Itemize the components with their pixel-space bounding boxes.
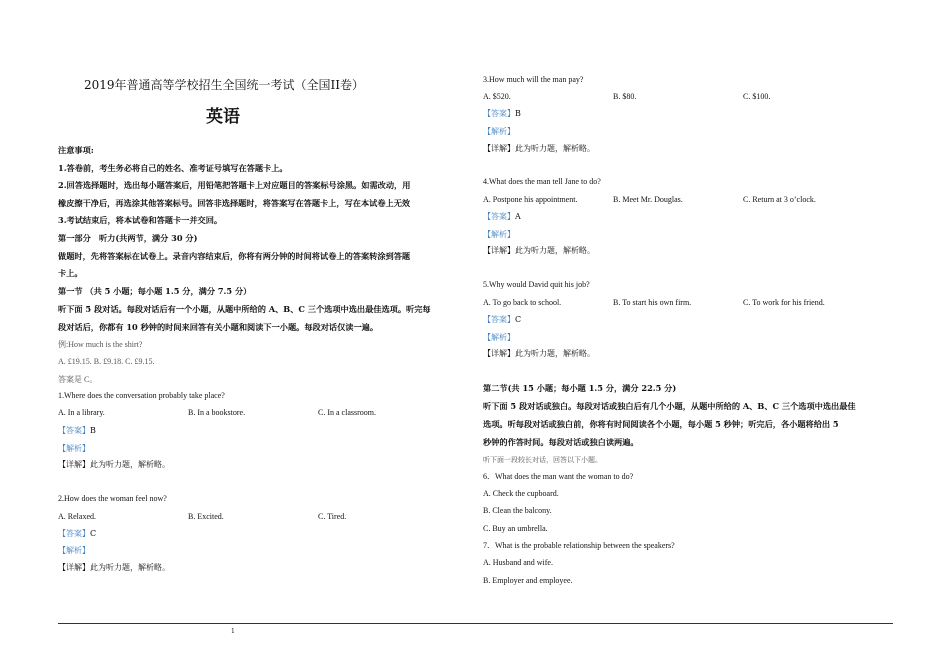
option-b: B. Excited. [188, 512, 224, 521]
detail-label: 【详解】 [58, 460, 90, 469]
notice-item: 3.考试结束后，将本试卷和答题卡一并交回。 [58, 215, 223, 225]
subject-title: 英语 [206, 107, 240, 127]
footer-divider [58, 623, 893, 624]
option-a: A. $520. [483, 92, 511, 101]
answer-line [483, 315, 521, 325]
section1-heading: 第一节 （共 5 小题；每小题 1.5 分，满分 7.5 分） [58, 286, 252, 296]
section2-heading: 第二节(共 15 小题；每小题 1.5 分，满分 22.5 分) [483, 383, 677, 393]
option-c: C. Tired. [318, 512, 347, 521]
part1-heading: 第一部分 听力(共两节，满分 30 分) [58, 233, 198, 243]
detail-line [483, 144, 595, 154]
question-1: 1.Where does the conversation probably take place? [58, 391, 225, 400]
option-c: C. In a classroom. [318, 408, 376, 417]
section1-instr: 听下面 5 段对话。每段对话后有一个小题，从题中所给的 A、B、C 三个选项中选出最佳选项。听完每 [58, 304, 431, 314]
option-a: A. Relaxed. [58, 512, 96, 521]
option-b: B. To start his own firm. [613, 298, 692, 307]
question-5: 5.Why would David quit his job? [483, 280, 590, 289]
option-b: B. Clean the balcony. [483, 506, 552, 515]
question-3: 3.How much will the man pay? [483, 75, 584, 84]
answer-value: B [515, 109, 521, 118]
answer-line [483, 212, 521, 222]
analysis-label: 【解析】 [483, 127, 515, 136]
section2-instr: 听下面 5 段对话或独白。每段对话或独白后有几个小题，从题中所给的 A、B、C 三个选项中选出最佳 [483, 401, 856, 411]
question-6: 6．What does the man want the woman to do? [483, 472, 634, 481]
answer-label: 【答案】 [58, 529, 90, 538]
answer-value: C [515, 315, 522, 324]
detail-text: 此为听力题，解析略。 [515, 349, 595, 358]
detail-label: 【详解】 [483, 246, 515, 255]
option-b: B. In a bookstore. [188, 408, 246, 417]
detail-text: 此为听力题，解析略。 [515, 144, 595, 153]
answer-label: 【答案】 [58, 426, 90, 435]
detail-label: 【详解】 [483, 144, 515, 153]
section2-instr: 秒钟的作答时间。每段对话或独白读两遍。 [483, 437, 639, 447]
option-a: A. Postpone his appointment. [483, 195, 578, 204]
answer-label: 【答案】 [483, 212, 515, 221]
question-7: 7．What is the probable relationship between the speakers? [483, 541, 675, 550]
option-a: A. In a library. [58, 408, 105, 417]
section2-sub: 听下面一段较长对话，回答以下小题。 [483, 456, 602, 464]
detail-label: 【详解】 [58, 563, 90, 572]
detail-line [483, 246, 595, 256]
notice-item: 1.答卷前，考生务必将自己的姓名、准考证号填写在答题卡上。 [58, 163, 288, 173]
example-question: 例:How much is the shirt? [58, 340, 143, 349]
detail-text: 此为听力题，解析略。 [515, 246, 595, 255]
detail-line [483, 349, 595, 359]
option-a: A. To go back to school. [483, 298, 562, 307]
question-4: 4.What does the man tell Jane to do? [483, 177, 601, 186]
answer-line [58, 529, 96, 539]
example-answer: 答案是 C。 [58, 375, 98, 384]
example-options: A. £19.15. B. £9.18. C. £9.15. [58, 357, 155, 366]
option-a: A. Check the cupboard. [483, 489, 559, 498]
answer-line [483, 109, 521, 119]
notice-heading: 注意事项: [58, 145, 94, 155]
option-c: C. To work for his friend. [743, 298, 825, 307]
option-c: C. $100. [743, 92, 771, 101]
detail-label: 【详解】 [483, 349, 515, 358]
answer-value: A [515, 212, 521, 221]
option-a: A. Husband and wife. [483, 558, 553, 567]
answer-label: 【答案】 [483, 315, 515, 324]
page-number: 1 [231, 628, 235, 635]
analysis-label: 【解析】 [58, 546, 90, 555]
detail-line [58, 563, 170, 573]
option-c: C. Buy an umbrella. [483, 524, 548, 533]
section2-instr: 选项。听每段对话或独白前，你将有时间阅读各个小题，每小题 5 秒钟；听完后，各小题将给出 5 [483, 419, 839, 429]
answer-label: 【答案】 [483, 109, 515, 118]
notice-item: 橡皮擦干净后，再选涂其他答案标号。回答非选择题时，将答案写在答题卡上，写在本试卷上无效 [58, 198, 411, 208]
analysis-label: 【解析】 [58, 444, 90, 453]
detail-text: 此为听力题，解析略。 [90, 460, 170, 469]
answer-value: B [90, 426, 96, 435]
detail-text: 此为听力题，解析略。 [90, 563, 170, 572]
option-b: B. $80. [613, 92, 637, 101]
exam-title: 2019年普通高等学校招生全国统一考试（全国II卷） [84, 78, 365, 92]
option-b: B. Meet Mr. Douglas. [613, 195, 683, 204]
analysis-label: 【解析】 [483, 230, 515, 239]
option-b: B. Employer and employee. [483, 576, 573, 585]
option-c: C. Return at 3 o’clock. [743, 195, 816, 204]
analysis-label: 【解析】 [483, 333, 515, 342]
section1-instr: 段对话后，你都有 10 秒钟的时间来回答有关小题和阅读下一小题。每段对话仅读一遍。 [58, 322, 379, 332]
answer-line [58, 426, 96, 436]
answer-value: C [90, 529, 97, 538]
detail-line [58, 460, 170, 470]
part1-instr: 做题时，先将答案标在试卷上。录音内容结束后，你将有两分钟的时间将试卷上的答案转涂到答题 [58, 251, 411, 261]
question-2: 2.How does the woman feel now? [58, 494, 167, 503]
part1-instr: 卡上。 [58, 268, 83, 278]
notice-item: 2.回答选择题时，选出每小题答案后，用铅笔把答题卡上对应题目的答案标号涂黑。如需改动，用 [58, 180, 411, 190]
